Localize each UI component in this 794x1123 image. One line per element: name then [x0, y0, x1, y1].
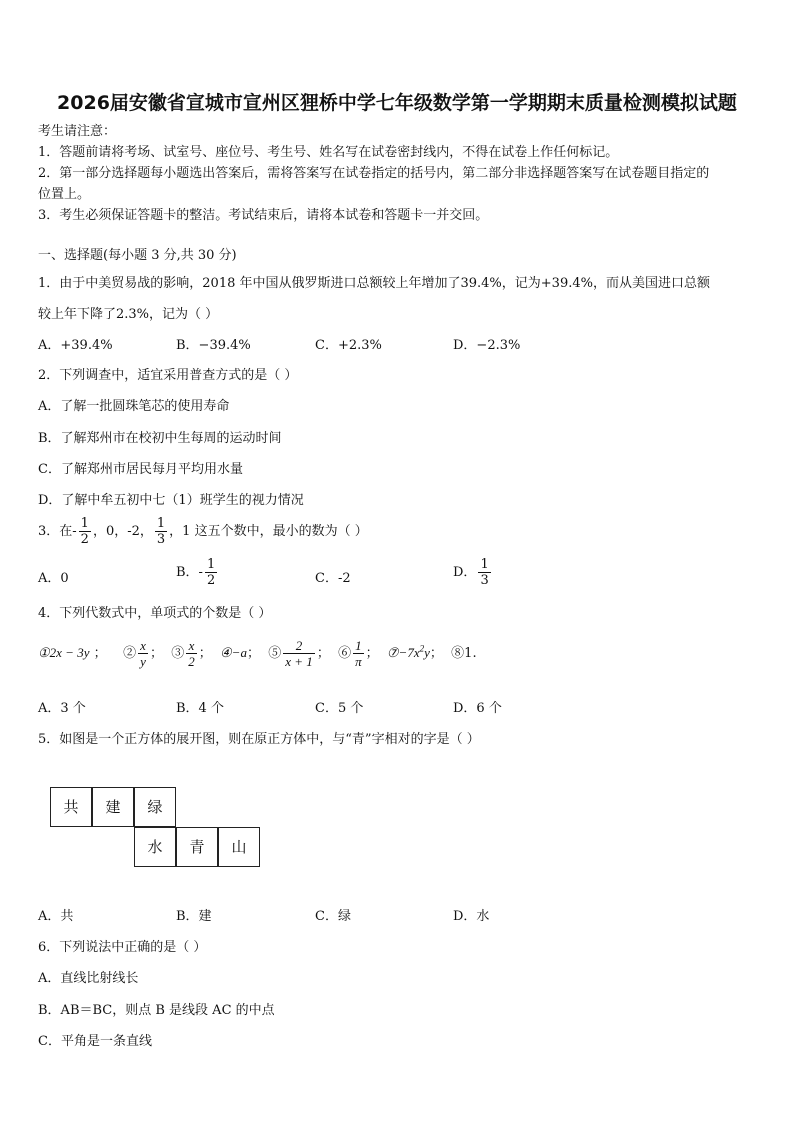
- q2-option-b: B．了解郑州市在校初中生每周的运动时间: [38, 431, 282, 446]
- q5-option-d: D．水: [453, 909, 490, 924]
- fraction: [79, 516, 91, 547]
- frac-num: x: [186, 638, 197, 654]
- expr-7: [387, 645, 430, 660]
- fraction: [155, 516, 167, 547]
- expr-3: [186, 638, 197, 669]
- question-5-stem: 5．如图是一个正方体的展开图，则在原正方体中，与“青”字相对的字是（ ）: [38, 732, 480, 747]
- frac-den: 2: [80, 532, 89, 547]
- expr-7-exponent: 2: [419, 643, 425, 654]
- q2-option-c: C．了解郑州市居民每月平均用水量: [38, 462, 243, 477]
- expr-2: [138, 638, 148, 669]
- question-1-line1: 1．由于中美贸易战的影响，2018 年中国从俄罗斯进口总额较上年增加了39.4%，记为+39.4%，而从美国进口总额: [38, 276, 710, 291]
- fraction: [478, 557, 490, 588]
- section-heading: 一、选择题(每小题 3 分,共 30 分): [38, 248, 237, 263]
- exam-title: 2026届安徽省宣城市宣州区狸桥中学七年级数学第一学期期末质量检测模拟试题: [57, 92, 737, 114]
- q3-option-b: [176, 557, 219, 588]
- frac-num: x: [140, 638, 146, 653]
- frac-den: 3: [480, 573, 489, 588]
- expr-7-base: ⑦−7x: [386, 645, 420, 660]
- net-cell: 水: [134, 827, 176, 867]
- q6-option-a: A．直线比射线长: [38, 971, 139, 986]
- net-cell: 共: [50, 787, 92, 827]
- notice-item: 位置上。: [38, 187, 91, 202]
- q6-option-b: B．AB＝BC，则点 B 是线段 AC 的中点: [38, 1003, 275, 1018]
- frac-den: x + 1: [285, 654, 313, 669]
- expr-label: ②: [123, 646, 137, 661]
- q5-option-c: C．绿: [315, 909, 351, 924]
- q4-option-b: B．4 个: [176, 701, 224, 716]
- frac-den: 2: [188, 654, 195, 669]
- frac-num: 1: [156, 516, 166, 531]
- q5-option-a: A．共: [38, 909, 74, 924]
- q4-option-d: D．6 个: [453, 701, 502, 716]
- q1-option-b: B．−39.4%: [176, 338, 251, 353]
- separator: ；: [246, 646, 260, 661]
- net-cell: 绿: [134, 787, 176, 827]
- frac-num: 1: [480, 557, 489, 572]
- q1-option-a: A．+39.4%: [38, 338, 113, 353]
- question-4-stem: 4．下列代数式中，单项式的个数是（ ）: [38, 606, 272, 621]
- q4-option-a: A．3 个: [38, 701, 86, 716]
- question-1-line2: 较上年下降了2.3%，记为（ ）: [38, 307, 219, 322]
- expr-8: ⑧1.: [451, 646, 477, 661]
- separator: ；: [198, 646, 212, 661]
- question-2-stem: 2．下列调查中，适宜采用普查方式的是（ ）: [38, 368, 298, 383]
- q4-option-c: C．5 个: [315, 701, 364, 716]
- q3-mid: ，0，-2，: [92, 524, 153, 539]
- expr-label: ⑤: [268, 646, 282, 661]
- q4-expressions: [38, 638, 477, 669]
- notice-heading: 考生请注意：: [38, 124, 117, 139]
- question-3-stem: [38, 516, 368, 547]
- separator: ；: [316, 646, 330, 661]
- frac-den: π: [355, 654, 362, 669]
- expr-4: ④−a: [220, 645, 247, 660]
- frac-num: 1: [353, 638, 364, 654]
- q5-option-b: B．建: [176, 909, 212, 924]
- q3-option-c: C．-2: [315, 571, 351, 586]
- q3-option-a: A．0: [38, 571, 69, 586]
- expr-1: ①2x − 3y: [38, 645, 90, 660]
- net-cell: 山: [218, 827, 260, 867]
- expr-label: ⑥: [338, 646, 352, 661]
- fraction: [205, 557, 217, 588]
- notice-item: 2．第一部分选择题每小题选出答案后，需将答案写在试卷指定的括号内，第二部分非选择题答案写在试卷题目指定的: [38, 166, 710, 181]
- option-prefix: D．: [453, 565, 477, 580]
- frac-num: 1: [80, 516, 89, 531]
- q2-option-a: A．了解一批圆珠笔芯的使用寿命: [38, 399, 230, 414]
- net-cell: 青: [176, 827, 218, 867]
- q1-option-c: C．+2.3%: [315, 338, 382, 353]
- q1-option-d: D．−2.3%: [453, 338, 521, 353]
- question-6-stem: 6．下列说法中正确的是（ ）: [38, 940, 207, 955]
- notice-item: 3．考生必须保证答题卡的整洁。考试结束后，请将本试卷和答题卡一并交回。: [38, 208, 489, 223]
- frac-num: 2: [283, 638, 315, 654]
- q2-option-d: D．了解中牟五初中七（1）班学生的视力情况: [38, 493, 304, 508]
- frac-den: y: [140, 654, 146, 669]
- frac-den: 3: [156, 532, 166, 547]
- option-prefix: B．-: [176, 565, 203, 580]
- expr-6: [353, 638, 364, 669]
- expr-7-tail: y: [424, 645, 430, 660]
- separator: ；: [429, 646, 443, 661]
- q3-suffix: ，1 这五个数中，最小的数为（ ）: [169, 524, 368, 539]
- q6-option-c: C．平角是一条直线: [38, 1034, 152, 1049]
- notice-item: 1．答题前请将考场、试室号、座位号、考生号、姓名写在试卷密封线内，不得在试卷上作任何标记。: [38, 145, 619, 160]
- expr-label: ③: [171, 646, 185, 661]
- separator: ；: [365, 646, 379, 661]
- frac-num: 1: [206, 557, 216, 572]
- q3-prefix: 3．在-: [38, 524, 77, 539]
- frac-den: 2: [206, 573, 216, 588]
- separator: ；: [93, 646, 107, 661]
- net-cell: 建: [92, 787, 134, 827]
- separator: ；: [149, 646, 163, 661]
- expr-5: [283, 638, 315, 669]
- q3-option-d: [453, 557, 493, 588]
